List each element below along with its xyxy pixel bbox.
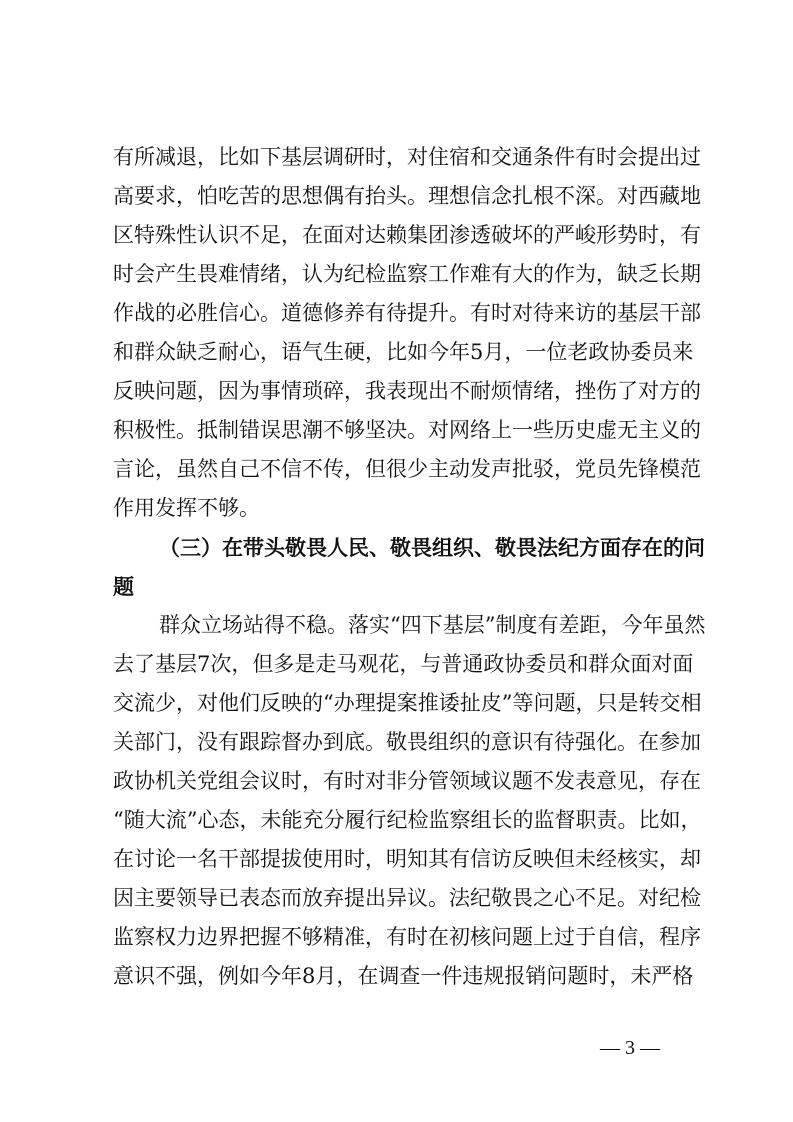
text-line: 去了基层7次，但多是走马观花，与普通政协委员和群众面对面 [113,652,694,676]
text-line: 时会产生畏难情绪，认为纪检监察工作难有大的作为，缺乏长期 [113,262,701,286]
text-line: 监察权力边界把握不够精准，有时在初核问题上过于自信，程序 [113,925,701,949]
text-line: 政协机关党组会议时，有时对非分管领域议题不发表意见，存在 [113,769,701,793]
heading-line: （三）在带头敬畏人民、敬畏组织、敬畏法纪方面存在的问 [159,535,705,560]
text-line: 有所减退，比如下基层调研时，对住宿和交通条件有时会提出过 [113,145,701,169]
heading-line: 题 [113,574,134,599]
text-line: 积极性。抵制错误思潮不够坚决。对网络上一些历史虚无主义的 [113,418,701,442]
paragraph-2 [113,606,706,996]
text-line: 作战的必胜信心。道德修养有待提升。有时对待来访的基层干部 [113,301,701,325]
text-line: 言论，虽然自己不信不传，但很少主动发声批驳，党员先锋模范 [113,457,701,481]
text-line: 在讨论一名干部提拔使用时，明知其有信访反映但未经核实，却 [113,847,701,871]
text-line: “随大流”心态，未能充分履行纪检监察组长的监督职责。比如， [113,808,702,832]
section-heading [113,528,705,606]
text-line: 群众立场站得不稳。落实“四下基层”制度有差距，今年虽然 [159,613,706,637]
text-line: 作用发挥不够。 [113,496,260,520]
page-number: — 3 — [600,1037,660,1059]
text-line: 反映问题，因为事情琐碎，我表现出不耐烦情绪，挫伤了对方的 [113,379,701,403]
document-body [113,138,706,996]
text-line: 和群众缺乏耐心，语气生硬，比如今年5月，一位老政协委员来 [113,340,694,364]
paragraph-1 [113,138,701,528]
text-line: 区特殊性认识不足，在面对达赖集团渗透破坏的严峻形势时，有 [113,223,701,247]
text-line: 因主要领导已表态而放弃提出异议。法纪敬畏之心不足。对纪检 [113,886,701,910]
text-line: 关部门，没有跟踪督办到底。敬畏组织的意识有待强化。在参加 [113,730,701,754]
text-line: 交流少，对他们反映的“办理提案推诿扯皮”等问题，只是转交相 [113,691,702,715]
text-line: 高要求，怕吃苦的思想偶有抬头。理想信念扎根不深。对西藏地 [113,184,701,208]
text-line: 意识不强，例如今年8月，在调查一件违规报销问题时，未严格 [113,964,694,988]
